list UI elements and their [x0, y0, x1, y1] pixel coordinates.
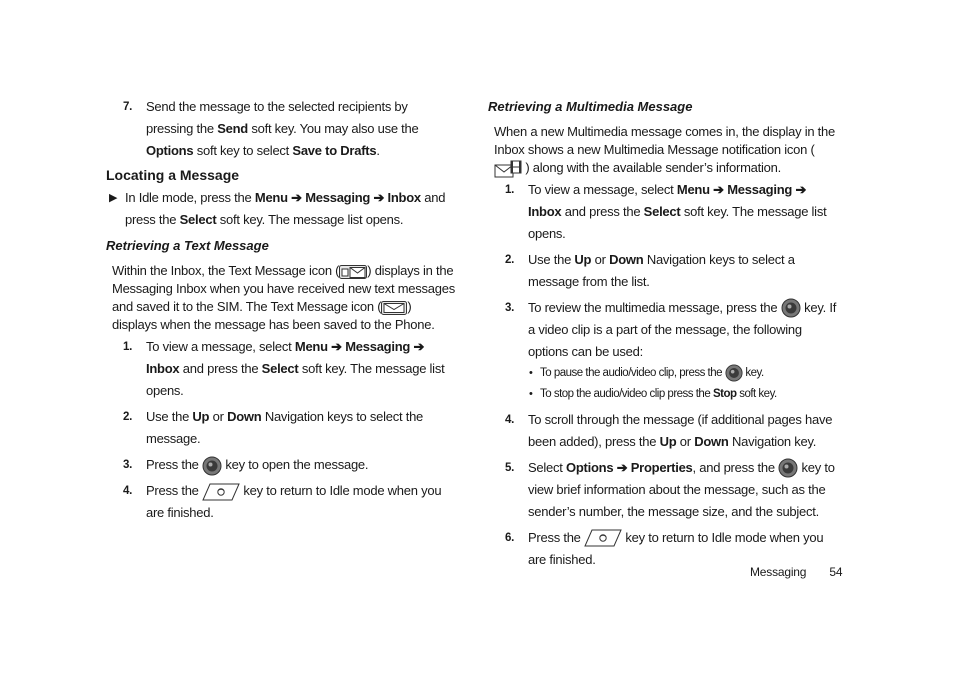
page-footer: [750, 565, 842, 579]
multimedia-intro: When a new Multimedia message comes in, the display in the Inbox shows a new Multimedia Message notification icon ( ) along with the available sender’s information.: [488, 123, 838, 178]
ok-key-icon: [725, 364, 743, 382]
key-options: Options: [146, 143, 194, 158]
step-7: 7. Send the message to the selected recipients by pressing the Send soft key. You may also use the Options soft key to select Save to Drafts.: [106, 96, 458, 162]
mm-step-6: 6. Press the key to return to Idle mode when you are finished.: [505, 529, 824, 567]
triangle-bullet-icon: ▶: [109, 192, 118, 204]
mm-step-3: 3. To review the multimedia message, press the key. If a video clip is a part of the message, the following options can be used:: [505, 299, 837, 359]
mm-step-5: 5. Select Options ➔ Properties, and press the key to view brief information about the message, such as the sender’s number, the message size, and the subject.: [505, 459, 835, 519]
key-send: Send: [217, 121, 248, 136]
mm-step-4: 4. To scroll through the message (if additional pages have been added), press the Up or Down Navigation key.: [505, 411, 833, 449]
text-step-1: 1. To view a message, select Menu ➔ Messaging ➔ Inbox and press the Select soft key. The message list opens.: [123, 339, 445, 398]
key-save-to-drafts: Save to Drafts: [292, 143, 377, 158]
end-key-icon: [202, 483, 240, 501]
right-column: [488, 96, 838, 571]
text-step-2: 2. Use the Up or Down Navigation keys to select the message.: [123, 409, 424, 446]
subheading-multimedia-message: Retrieving a Multimedia Message: [488, 99, 693, 114]
mm-step-2: 2. Use the Up or Down Navigation keys to select a message from the list.: [505, 251, 795, 289]
locating-bullet: ▶ In Idle mode, press the Menu ➔ Messaging ➔ Inbox and press the Select soft key. The message list opens.: [106, 187, 458, 231]
step-number: 7.: [123, 101, 133, 113]
bullet-dot-icon: •: [529, 366, 533, 379]
end-key-icon: [584, 529, 622, 547]
left-column: [106, 96, 458, 524]
ok-key-icon: [778, 458, 798, 478]
mm-sub-bullet-stop: • To stop the audio/video clip press the Stop soft key.: [488, 384, 838, 405]
mm-step-1: 1. To view a message, select Menu ➔ Messaging ➔ Inbox and press the Select soft key. The message list opens.: [505, 181, 827, 241]
section-heading: Locating a Message: [106, 167, 240, 183]
page-number: 54: [829, 565, 843, 579]
multimedia-notification-icon: [494, 160, 522, 178]
phone-text-message-icon: [381, 301, 407, 315]
text-step-4: 4. Press the key to return to Idle mode when you are finished.: [123, 483, 442, 520]
text-step-3: 3. Press the key to open the message.: [106, 454, 458, 476]
mm-sub-bullet-pause: • To pause the audio/video clip, press the key.: [488, 363, 838, 384]
ok-key-icon: [781, 298, 801, 318]
ok-key-icon: [202, 456, 222, 476]
bullet-dot-icon: •: [529, 387, 533, 400]
text-message-intro: Within the Inbox, the Text Message icon ( ) displays in the Messaging Inbox when you have received new text messages and saved it to the SIM. The Text Message icon ( ) displays when the message has been saved to the Phone.: [112, 263, 455, 332]
subheading-text-message: Retrieving a Text Message: [106, 238, 269, 253]
sim-text-message-icon: [339, 265, 367, 279]
footer-section: Messaging: [750, 565, 807, 579]
